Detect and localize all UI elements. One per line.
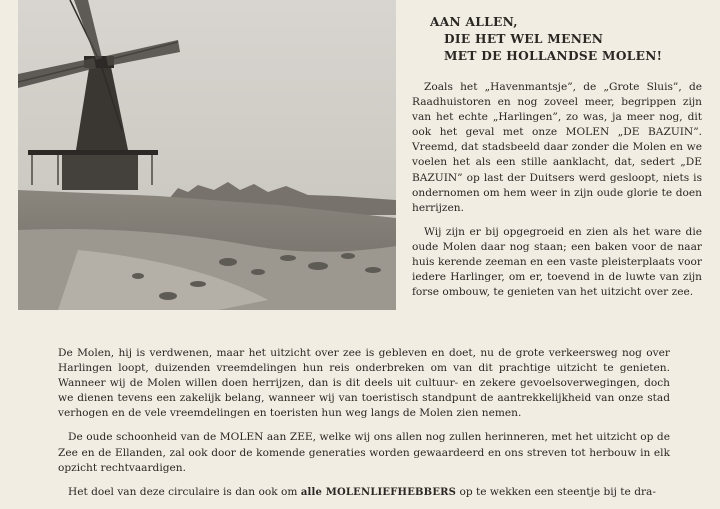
windmill-photo (18, 0, 396, 310)
paragraph-oude-schoonheid: De oude schoonheid van de MOLEN aan ZEE, welke wij ons allen nog zullen herinneren, met het uitzicht op de Zee en de Ellanden, zal ook door de komende generaties worden gewaardeerd en ons streven tot herbouw in elk opzicht rechtvaardigen. (58, 431, 670, 474)
circular-heading (416, 14, 706, 65)
body-text (58, 346, 670, 509)
heading-line-2: DIE HET WEL MENEN (444, 32, 604, 46)
paragraph-doel-circulaire (58, 485, 670, 500)
heading-line-1: AAN ALLEN, (430, 15, 518, 29)
paragraph-opgegroeid: Wij zijn er bij opgegroeid en zien als het ware die oude Molen daar nog staan; een baken voor de naar huis kerende zeeman en een vaste pleisterplaats voor iedere Harlinger, om er, toevend in de luwte van zijn forse ombouw, te genieten van het uitzicht over zee. (412, 225, 702, 299)
molenliefhebbers-bold: alle MOLENLIEFHEBBERS (300, 486, 457, 498)
paragraph-molen-verdwenen: De Molen, hij is verdwenen, maar het uitzicht over zee is gebleven en doet, nu de grote verkeersweg nog over Harlingen loopt, duizenden vreemdelingen hun reis onderbreken om van dit prachtige uitzicht te genieten. Wanneer wij de Molen willen doen herrijzen, dan is dit deels uit cultuur- en zekere gevoelsoverwegingen, doch we dienen tevens een zakelijk belang, wanneer wij van toeristisch standpunt de aantrekkelijkheid van onze stad verhogen en de vele vreemdelingen en toeristen hun weg langs de Molen zien nemen. (58, 347, 670, 420)
doel-text-start: Het doel van deze circulaire is dan ook om (68, 485, 301, 498)
right-column-text (412, 80, 702, 309)
paragraph-havenmantsje: Zoals het „Havenmantsje”, de „Grote Sluis”, de Raadhuistoren en nog zoveel meer, begrippen zijn van het echte „Harlingen”, zo was, ja meer nog, dit ook het geval met onze MOLEN „DE BAZUIN”. Vreemd, dat stadsbeeld daar zonder die Molen en we voelen het als een stille aanklacht, dat, sedert „DE BAZUIN” op last der Duitsers werd gesloopt, niets is ondernomen om hem weer in zijn oude glorie te doen herrijzen. (412, 81, 702, 214)
doel-text-end: op te wekken een steentje bij te dra- (456, 485, 656, 498)
heading-line-3: MET DE HOLLANDSE MOLEN! (444, 49, 663, 63)
